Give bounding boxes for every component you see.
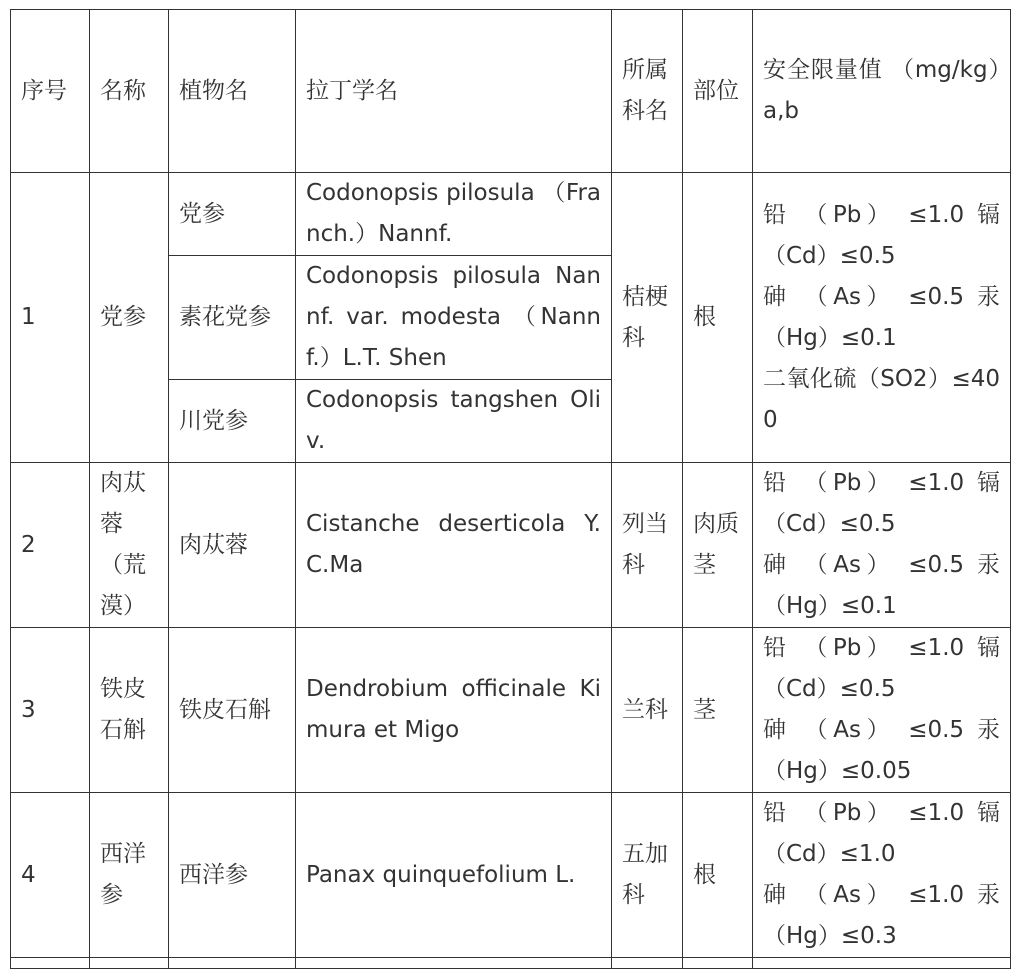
row-part: 根 [683, 173, 753, 463]
limit-line: 铅 （Pb） ≤1.0 镉（Cd）≤0.5 [763, 470, 1000, 537]
header-part: 部位 [683, 10, 753, 173]
header-plant: 植物名 [169, 10, 296, 173]
empty-cell [753, 958, 1011, 969]
row-name: 铁皮石斛 [90, 628, 169, 793]
row-limits [753, 793, 1011, 958]
row-seq: 4 [11, 793, 90, 958]
limit-line: 砷 （As） ≤0.5 汞（Hg）≤0.1 [763, 552, 1000, 619]
row-seq: 1 [11, 173, 90, 463]
row-name: 肉苁蓉（荒漠） [90, 463, 169, 628]
row-family: 兰科 [612, 628, 683, 793]
header-seq: 序号 [11, 10, 90, 173]
row-family: 列当科 [612, 463, 683, 628]
limit-line: 铅 （Pb） ≤1.0 镉（Cd）≤0.5 [763, 201, 1000, 269]
limit-line: 砷 （As） ≤1.0 汞（Hg）≤0.3 [763, 882, 1000, 949]
row-plant: 铁皮石斛 [169, 628, 296, 793]
table-row-cutoff [11, 958, 1011, 969]
limit-line: 二氧化硫（SO2）≤400 [763, 365, 1000, 433]
row-latin: Codonopsis pilosula （Franch.）Nannf. [296, 173, 612, 256]
row-plant: 党参 [169, 173, 296, 256]
row-latin: Cistanche deserticola Y.C.Ma [296, 463, 612, 628]
table-row [11, 628, 1011, 793]
row-part: 茎 [683, 628, 753, 793]
limit-line: 砷 （As） ≤0.5 汞（Hg）≤0.1 [763, 283, 1000, 351]
limit-line: 铅 （Pb） ≤1.0 镉（Cd）≤1.0 [763, 800, 1000, 867]
table-header-row [11, 10, 1011, 173]
row-latin: Dendrobium officinale Kimura et Migo [296, 628, 612, 793]
row-plant: 肉苁蓉 [169, 463, 296, 628]
row-limits [753, 173, 1011, 463]
row-limits [753, 463, 1011, 628]
limit-line: 铅 （Pb） ≤1.0 镉（Cd）≤0.5 [763, 635, 1000, 702]
row-seq: 3 [11, 628, 90, 793]
row-part: 根 [683, 793, 753, 958]
table-row [11, 793, 1011, 958]
row-plant: 西洋参 [169, 793, 296, 958]
table-row [11, 463, 1011, 628]
header-family: 所属科名 [612, 10, 683, 173]
header-name: 名称 [90, 10, 169, 173]
row-family: 五加科 [612, 793, 683, 958]
header-latin: 拉丁学名 [296, 10, 612, 173]
row-seq: 2 [11, 463, 90, 628]
row-latin: Panax quinquefolium L. [296, 793, 612, 958]
empty-cell [683, 958, 753, 969]
empty-cell [296, 958, 612, 969]
row-family: 桔梗科 [612, 173, 683, 463]
empty-cell [169, 958, 296, 969]
header-limit: 安全限量值 （mg/kg）a,b [753, 10, 1011, 173]
row-name: 党参 [90, 173, 169, 463]
row-name: 西洋参 [90, 793, 169, 958]
row-limits [753, 628, 1011, 793]
limit-line: 砷 （As） ≤0.5 汞（Hg）≤0.05 [763, 717, 1000, 784]
row-plant: 川党参 [169, 380, 296, 463]
row-latin: Codonopsis pilosula Nannf. var. modesta （Nannf.）L.T. Shen [296, 256, 612, 380]
empty-cell [11, 958, 90, 969]
empty-cell [612, 958, 683, 969]
row-part: 肉质茎 [683, 463, 753, 628]
empty-cell [90, 958, 169, 969]
row-latin: Codonopsis tangshen Oliv. [296, 380, 612, 463]
table-row [11, 173, 1011, 256]
herb-safety-limits-table [10, 9, 1011, 969]
row-plant: 素花党参 [169, 256, 296, 380]
